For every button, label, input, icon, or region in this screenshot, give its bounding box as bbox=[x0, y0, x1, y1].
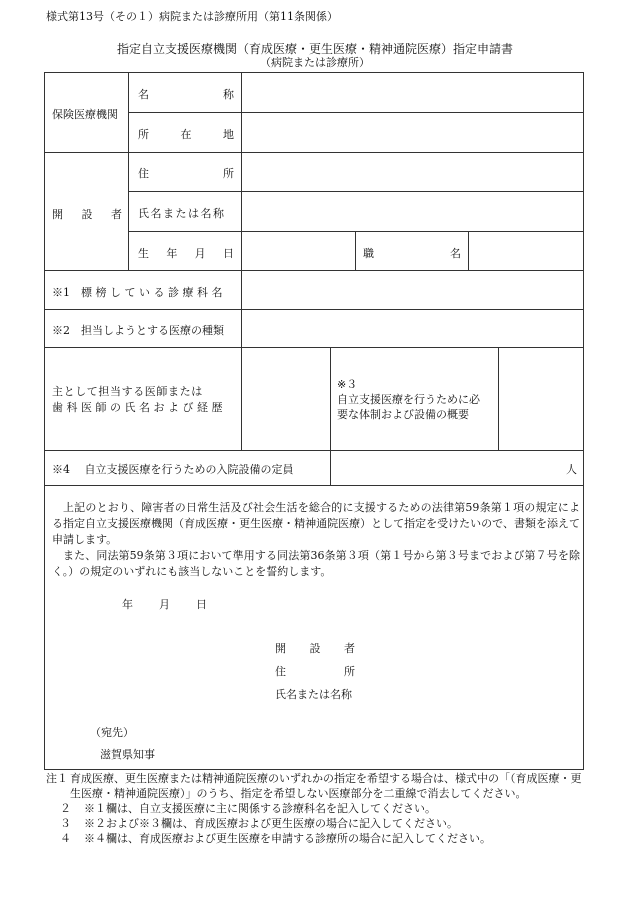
label-system-line2: 要な体制および設備の概要 bbox=[337, 408, 469, 421]
line-h-founder-bottom bbox=[44, 270, 584, 271]
addressee-governor: 滋賀県知事 bbox=[100, 748, 155, 761]
line-v-category bbox=[128, 72, 129, 270]
signature-founder-label: 開 設 者 bbox=[275, 642, 355, 655]
line-v-value bbox=[241, 72, 242, 450]
addressee-label: （宛先） bbox=[90, 726, 134, 739]
line-h-dept-bottom bbox=[44, 309, 584, 310]
label-birth-date: 生 年 月 日 bbox=[138, 247, 234, 260]
line-h-residence bbox=[128, 191, 584, 192]
line-v-position-right bbox=[468, 231, 469, 270]
label-system-marker: ※３ bbox=[337, 378, 358, 391]
label-institution-address: 所 在 地 bbox=[138, 128, 234, 141]
label-doctor-name-1: 主として担当する医師または bbox=[52, 385, 203, 398]
declaration-paragraph-1: 上記のとおり、障害者の日常生活及び社会生活を総合的に支援するための法律第59条第１項の規定による指定自立支援医療機関（育成医療・更生医療・精神通院医療）として指定を受けたいので、書類を添えて申請します。 bbox=[52, 501, 580, 546]
note-item: ３ ※２および※３欄は、育成医療および更生医療の場合に記入してください。 bbox=[60, 817, 458, 830]
line-h-type-bottom bbox=[44, 347, 584, 348]
signature-address-label: 住 所 bbox=[275, 665, 355, 678]
label-capacity-unit: 人 bbox=[566, 463, 577, 476]
label-doctor-name-2: 歯 科 医 師 の 氏 名 お よ び 経 歴 bbox=[52, 401, 223, 414]
line-h-name bbox=[128, 112, 584, 113]
note-item: ２ ※１欄は、自立支援医療に主に関係する診療科名を記入してください。 bbox=[60, 802, 436, 815]
label-position: 職 名 bbox=[363, 247, 461, 260]
label-institution-name: 名 称 bbox=[138, 88, 234, 101]
line-v-system-right bbox=[498, 347, 499, 450]
note-item: ４ ※４欄は、育成医療および更生医療を申請する診療所の場合に記入してください。 bbox=[60, 832, 491, 845]
form-subtitle: （病院または診療所） bbox=[260, 56, 370, 69]
declaration-text bbox=[52, 500, 580, 580]
label-system-line1: 自立支援医療を行うために必 bbox=[337, 393, 480, 406]
form-notes bbox=[46, 771, 586, 846]
line-h-doctor-bottom bbox=[44, 450, 584, 451]
signature-name-label: 氏名または名称 bbox=[275, 688, 352, 701]
declaration-paragraph-2: また、同法第59条第３項において準用する同法第36条第３項（第１号から第３号までおよび第７号を除く。）の規定のいずれにも該当しないことを誓約します。 bbox=[52, 549, 580, 578]
line-h-insurance-bottom bbox=[44, 152, 584, 153]
label-founder-name: 氏名または名称 bbox=[138, 207, 226, 220]
form-identifier: 様式第13号（その１）病院または診療所用（第11条関係） bbox=[46, 10, 338, 23]
label-founder: 開 設 者 bbox=[52, 208, 122, 221]
label-founder-residence: 住 所 bbox=[138, 167, 234, 180]
label-medical-type: ※2 担当しようとする医療の種類 bbox=[52, 324, 224, 337]
application-date: 年 月 日 bbox=[122, 598, 207, 611]
label-insurance-institution: 保険医療機関 bbox=[52, 108, 118, 121]
label-department-names: ※1 標 榜 し て い る 診 療 科 名 bbox=[52, 286, 223, 299]
line-h-beds-bottom bbox=[44, 485, 584, 486]
line-v-system-left bbox=[330, 347, 331, 485]
label-inpatient-capacity: ※4 自立支援医療を行うための入院設備の定員 bbox=[52, 463, 294, 476]
note-item: 注１ 育成医療、更生医療または精神通院医療のいずれかの指定を希望する場合は、様式中の「（育成医療・更生医療・精神通院医療）」のうち、指定を希望しない医療部分を二重線で消去してください。 bbox=[46, 772, 582, 800]
form-title: 指定自立支援医療機関（育成医療・更生医療・精神通院医療）指定申請書 bbox=[116, 42, 513, 56]
line-v-position-left bbox=[355, 231, 356, 270]
line-h-person-name bbox=[128, 231, 584, 232]
